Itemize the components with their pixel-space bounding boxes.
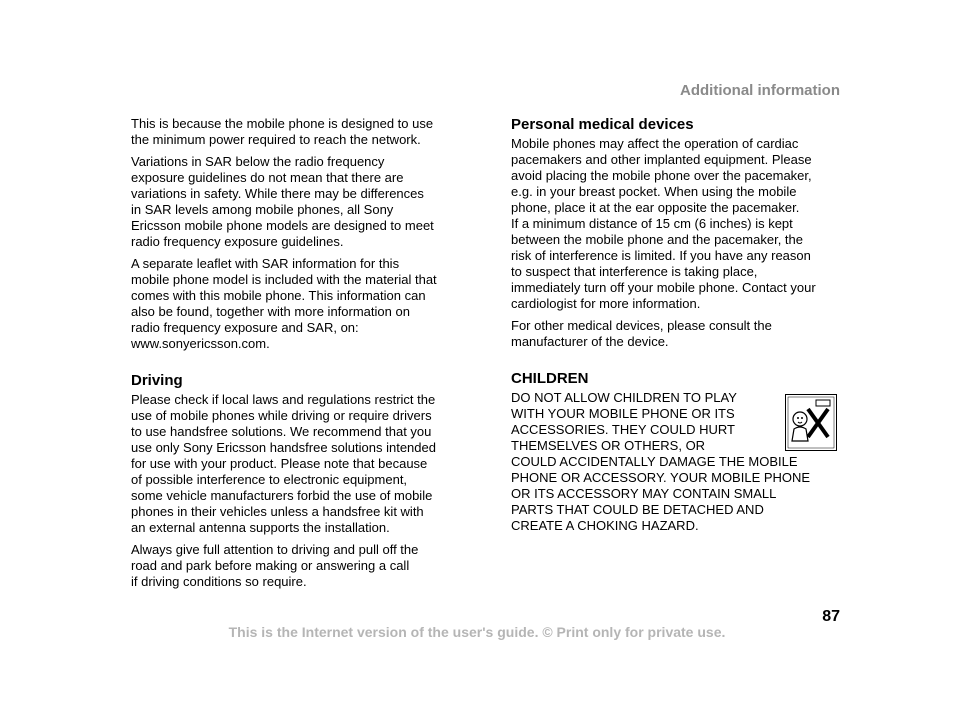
paragraph-sar-variations: Variations in SAR below the radio frequency exposure guidelines do not mean that there are variations in safety. While there may be differences in SAR levels among mobile phones, all Sony Ericsson mobile phone models are designed to meet radio frequency exposure guidelines. [131, 154, 434, 249]
medical-devices-heading: Personal medical devices [511, 116, 694, 133]
right-column [511, 116, 843, 540]
children-warning [511, 390, 843, 534]
paragraph-other-devices: For other medical devices, please consult the manufacturer of the device. [511, 318, 772, 349]
paragraph-driving-attention: Always give full attention to driving and pull off the road and park before making or answering a call if driving conditions so require. [131, 542, 419, 589]
children-warning-text: DO NOT ALLOW CHILDREN TO PLAY WITH YOUR MOBILE PHONE OR ITS ACCESSORIES. THEY COULD HURT THEMSELVES OR OTHERS, OR COULD ACCIDENTALLY DAMAGE THE MOBILE PHONE OR ACCESSORY. YOUR MOBILE PHONE OR ITS ACCESSORY MAY CONTAIN SMALL PARTS THAT COULD BE DETACHED AND CREATE A CHOKING HAZARD. [511, 390, 811, 533]
driving-heading: Driving [131, 372, 183, 389]
paragraph-driving-laws: Please check if local laws and regulations restrict the use of mobile phones while driving or require drivers to use handsfree solutions. We recommend that you use only Sony Ericsson handsfree solutions intended for use with your product. Please note that because of possible interference to electronic equipment, some vehicle manufacturers forbid the use of mobile phones in their vehicles unless a handsfree kit with an external antenna supports the installation. [131, 392, 436, 535]
paragraph-sar-design: This is because the mobile phone is designed to use the minimum power required to reach the network. [131, 116, 434, 147]
section-title: Additional information [680, 82, 840, 99]
left-column [131, 116, 463, 596]
footer-notice: This is the Internet version of the user's guide. © Print only for private use. [228, 624, 726, 640]
paragraph-sar-leaflet: A separate leaflet with SAR information for this mobile phone model is included with the material that comes with this mobile phone. This information can also be found, together with more information on radio frequency exposure and SAR, on: www.sonyericsson.com. [131, 256, 437, 351]
page-number: 87 [822, 608, 840, 625]
children-heading: CHILDREN [511, 370, 589, 387]
no-children-icon [785, 394, 837, 451]
paragraph-pacemakers: Mobile phones may affect the operation of cardiac pacemakers and other implanted equipment. Please avoid placing the mobile phone over the pacemaker, e.g. in your breast pocket. When using the mobile phone, place it at the ear opposite the pacemaker. If a minimum distance of 15 cm (6 inches) is kept between the mobile phone and the pacemaker, the risk of interference is limited. If you have any reason to suspect that interference is taking place, immediately turn off your mobile phone. Contact your cardiologist for more information. [511, 136, 816, 311]
